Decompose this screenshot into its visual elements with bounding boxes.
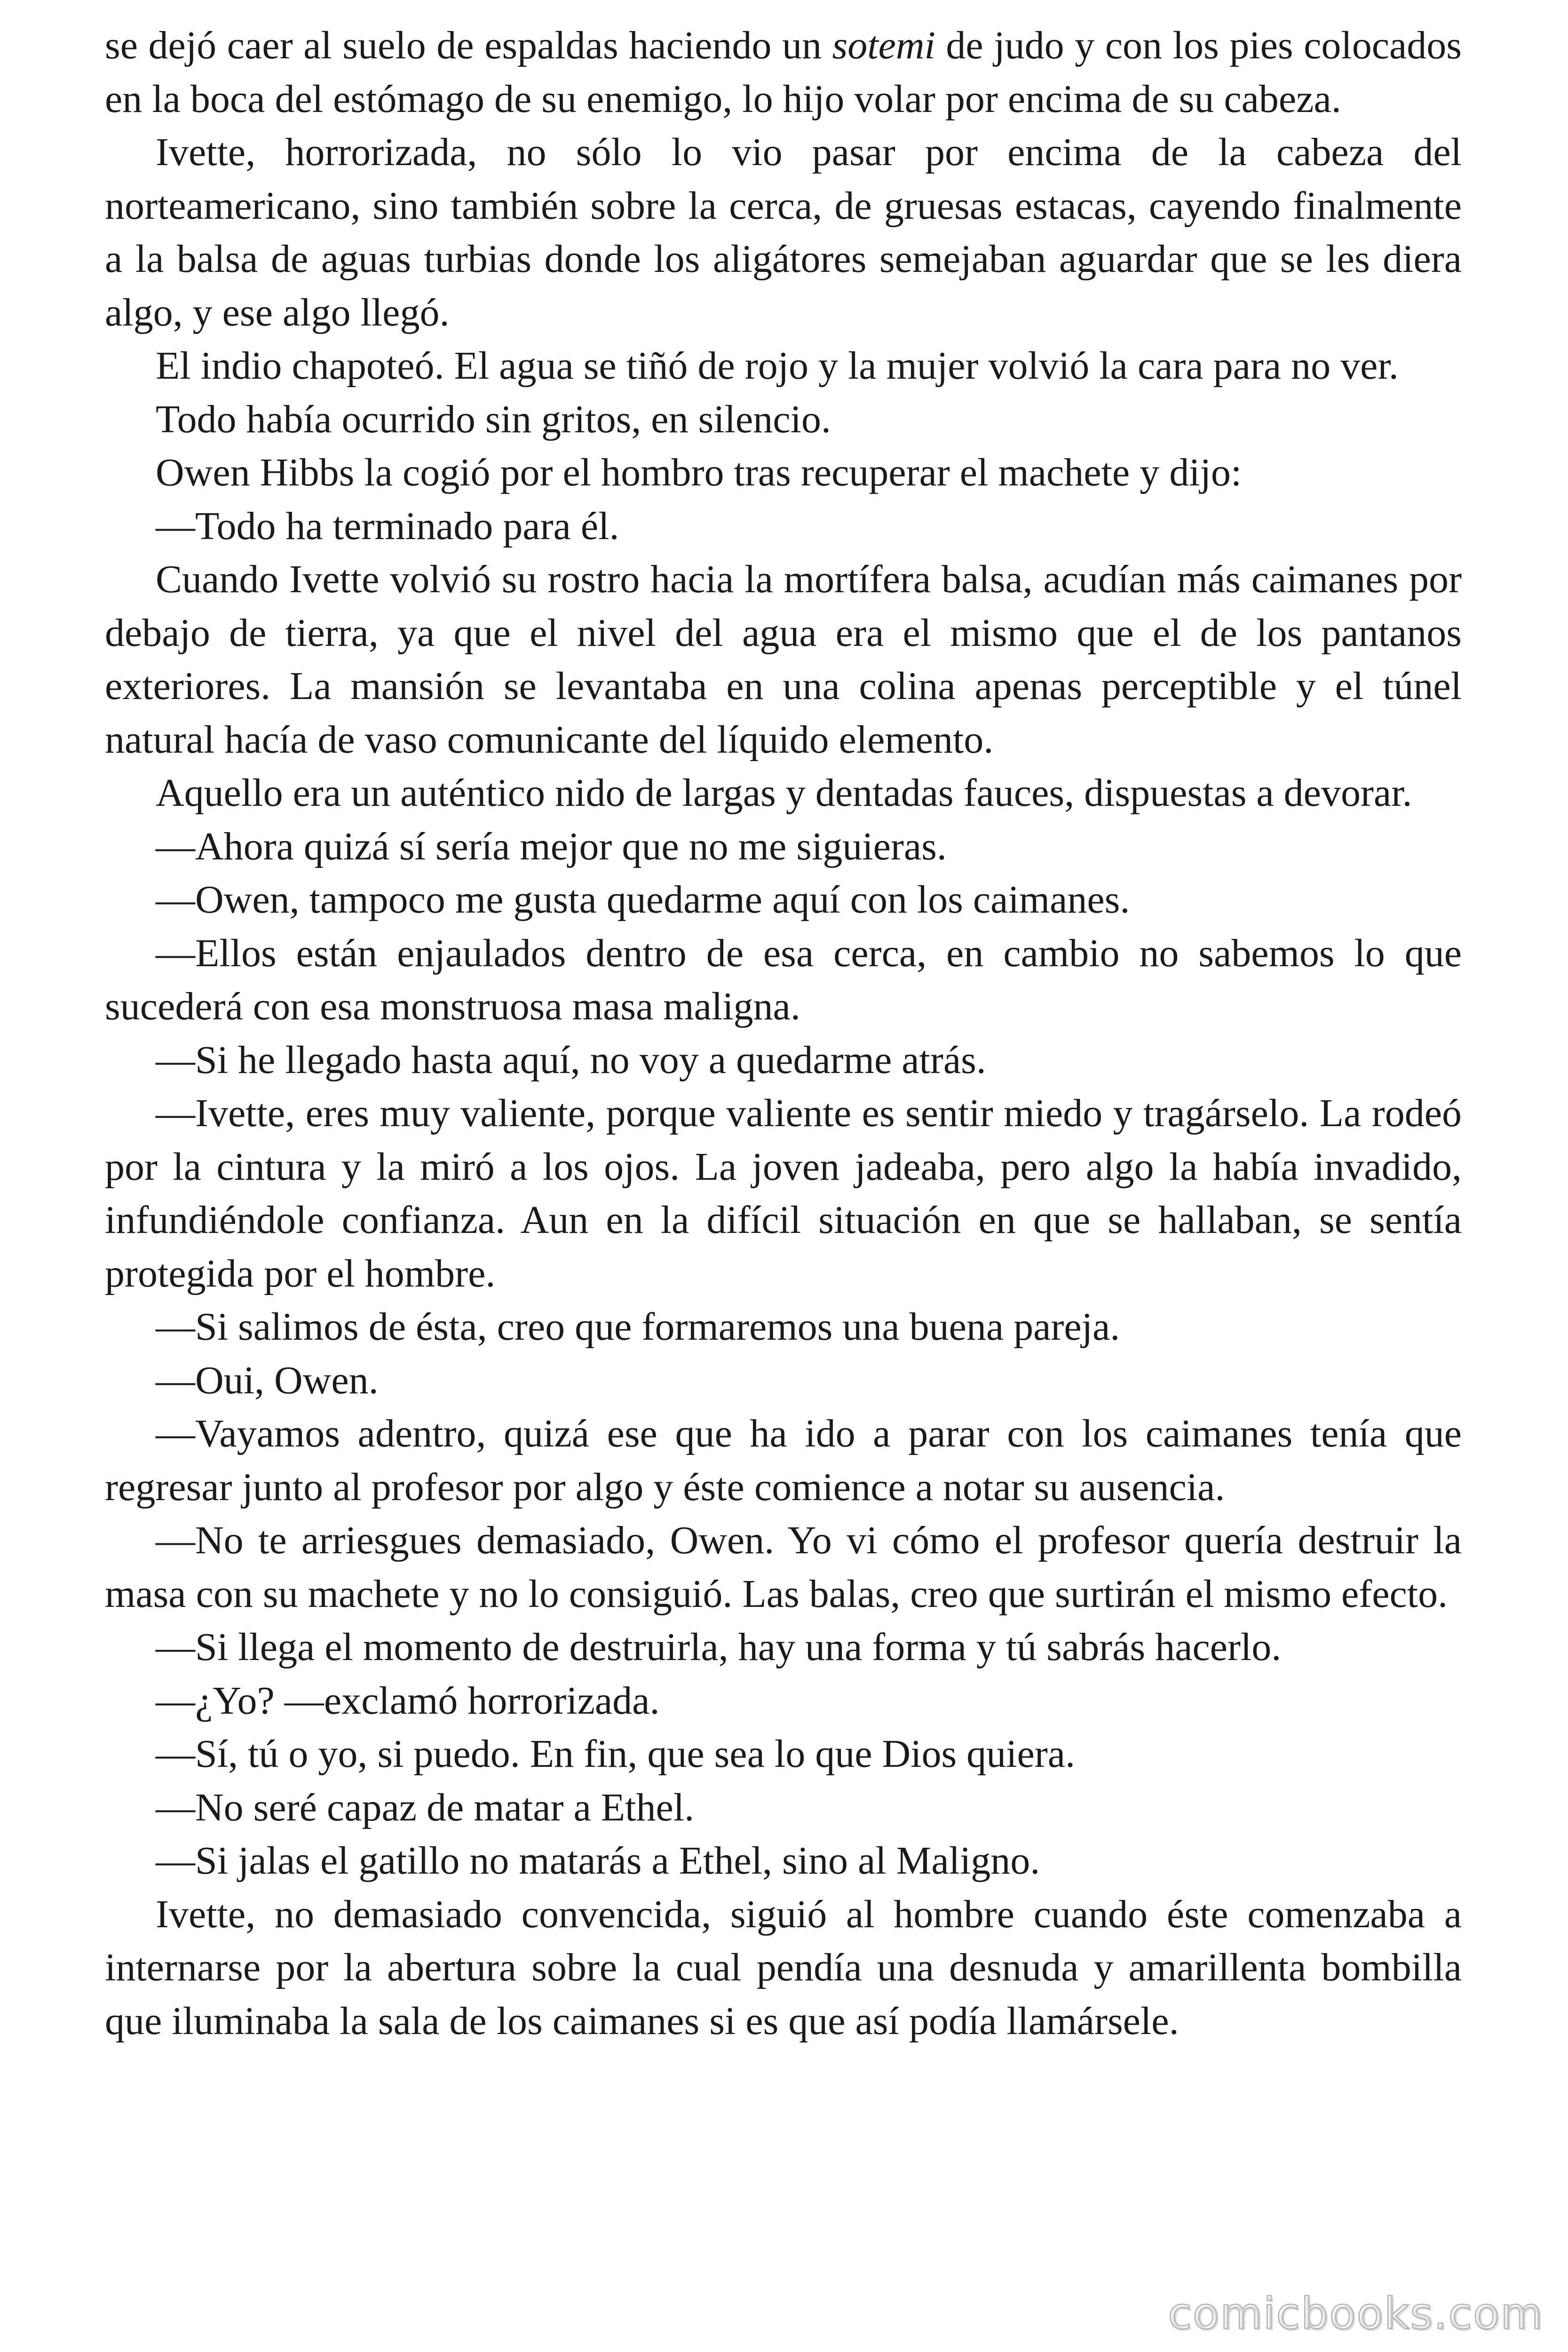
paragraph [105,1407,1462,1514]
paragraph [105,1514,1462,1621]
paragraph [105,126,1462,339]
paragraph-text: —Si jalas el gatillo no matarás a Ethel, sino al Maligno. [156,1839,1040,1883]
paragraph-text: —Todo ha terminado para él. [156,504,619,548]
paragraph [105,393,1462,446]
paragraph [105,1354,1462,1407]
paragraph-text: —No te arriesgues demasiado, Owen. Yo vi cómo el profesor quería destruir la masa con su machete y no lo consiguió. Las balas, creo que surtirán el mismo efecto. [105,1518,1462,1616]
paragraph-text: —Ellos están enjaulados dentro de esa cerca, en cambio no sabemos lo que sucederá con esa monstruosa masa maligna. [105,931,1462,1028]
paragraph-text: Aquello era un auténtico nido de largas y dentadas fauces, dispuestas a devorar. [156,771,1412,815]
paragraph-text: de judo y con los pies colocados en la boca del estómago de su enemigo, lo hijo volar por encima de su cabeza. [105,24,1462,121]
paragraph [105,927,1462,1033]
paragraph-text: Cuando Ivette volvió su rostro hacia la mortífera balsa, acudían más caimanes por debajo de tierra, ya que el nivel del agua era el mismo que el de los pantanos exteriores. La mansión se levantaba en una colina apenas perceptible y el túnel natural hacía de vaso comunicante del líquido elemento. [105,557,1462,762]
paragraph [105,1033,1462,1087]
paragraph [105,1727,1462,1781]
paragraph-text: —Owen, tampoco me gusta quedarme aquí con los caimanes. [156,878,1130,922]
paragraph [105,19,1462,126]
paragraph-text: —¿Yo? —exclamó horrorizada. [156,1678,660,1723]
paragraph [105,1087,1462,1300]
paragraph-text: —Vayamos adentro, quizá ese que ha ido a parar con los caimanes tenía que regresar junto al profesor por algo y éste comience a notar su ausencia. [105,1412,1462,1509]
document-body [105,19,1462,2048]
paragraph-text: —Oui, Owen. [156,1358,379,1402]
paragraph [105,1888,1462,2048]
paragraph-text: —Ivette, eres muy valiente, porque valiente es sentir miedo y tragárselo. La rodeó por la cintura y la miró a los ojos. La joven jadeaba, pero algo la había invadido, infundiéndole confianza. Aun en la difícil situación en que se hallaban, se sentía protegida por el hombre. [105,1091,1462,1295]
paragraph [105,339,1462,393]
paragraph [105,500,1462,553]
paragraph-text: —Sí, tú o yo, si puedo. En fin, que sea lo que Dios quiera. [156,1732,1076,1776]
paragraph-text: Todo había ocurrido sin gritos, en silencio. [156,397,831,441]
paragraph [105,553,1462,766]
paragraph [105,1300,1462,1354]
paragraph-text: El indio chapoteó. El agua se tiñó de rojo y la mujer volvió la cara para no ver. [156,344,1399,388]
paragraph [105,873,1462,927]
paragraph-text: Owen Hibbs la cogió por el hombro tras recuperar el machete y dijo: [156,451,1242,494]
paragraph [105,1674,1462,1728]
paragraph-text: —Si he llegado hasta aquí, no voy a quedarme atrás. [156,1038,986,1082]
paragraph-text: —Si llega el momento de destruirla, hay una forma y tú sabrás hacerlo. [156,1625,1282,1669]
paragraph-text: Ivette, no demasiado convencida, siguió al hombre cuando éste comenzaba a internarse por la abertura sobre la cual pendía una desnuda y amarillenta bombilla que iluminaba la sala de los caimanes si es que así podía llamársele. [105,1892,1462,2043]
paragraph [105,446,1462,500]
paragraph-text: —Ahora quizá sí sería mejor que no me siguieras. [156,824,947,868]
paragraph [105,1834,1462,1888]
paragraph-text: —No seré capaz de matar a Ethel. [156,1785,695,1829]
italic-word: sotemi [832,24,935,67]
paragraph [105,1621,1462,1674]
watermark: comicbooks.com [1168,2288,1544,2339]
paragraph [105,820,1462,874]
paragraph-text: Ivette, horrorizada, no sólo lo vio pasar por encima de la cabeza del norteamericano, sino también sobre la cerca, de gruesas estacas, cayendo finalmente a la balsa de aguas turbias donde los aligátores semejaban aguardar que se les diera algo, y ese algo llegó. [105,130,1462,334]
paragraph-text: se dejó caer al suelo de espaldas haciendo un [105,24,832,67]
paragraph [105,766,1462,820]
paragraph-text: —Si salimos de ésta, creo que formaremos una buena pareja. [156,1305,1120,1349]
paragraph [105,1781,1462,1835]
